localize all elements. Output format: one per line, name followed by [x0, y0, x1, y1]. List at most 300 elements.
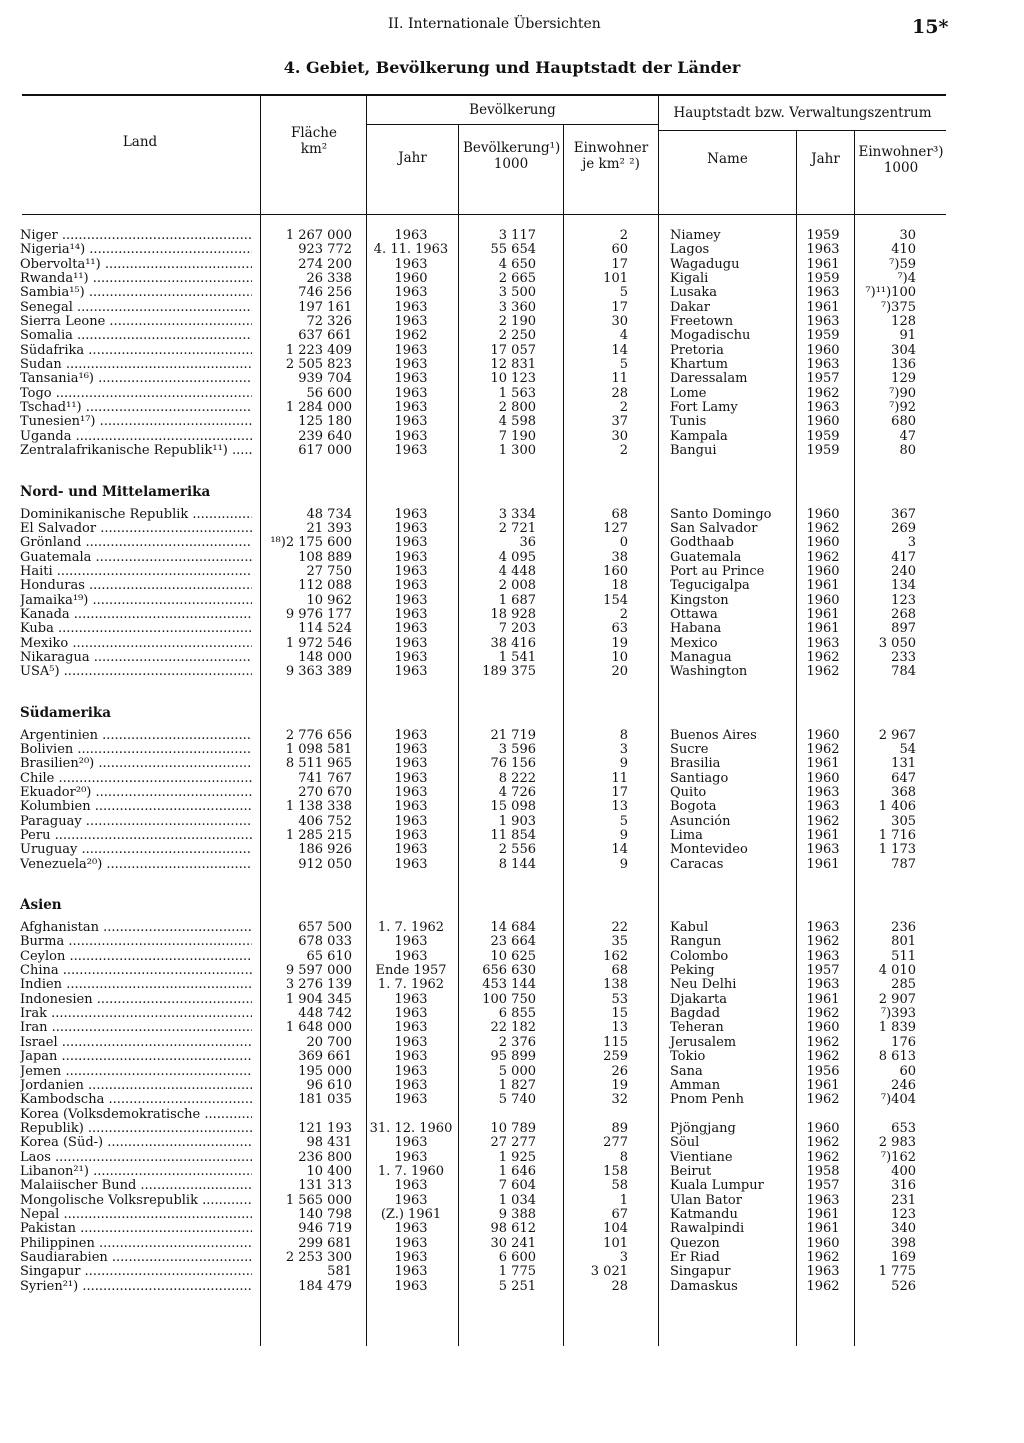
population-year: 1960: [394, 271, 428, 287]
population-year: 1963: [394, 1135, 428, 1151]
area-km2: 26 338: [306, 271, 352, 287]
population-1000: 27 277: [490, 1135, 536, 1151]
table-row: [0, 430, 1024, 444]
density-per-km2: 22: [611, 920, 628, 936]
population-year: (Z.) 1961: [380, 1206, 442, 1222]
capital-inhabitants-1000: 2 967: [878, 727, 916, 743]
capital-name: Bogota: [670, 799, 717, 815]
density-per-km2: 158: [603, 1163, 628, 1179]
capital-name: Kampala: [670, 428, 728, 444]
section-title: Südamerika: [20, 704, 111, 721]
capital-inhabitants-1000: 268: [891, 606, 916, 622]
capital-year: 1957: [806, 963, 840, 979]
capital-inhabitants-1000: 417: [891, 549, 916, 565]
capital-inhabitants-1000: 305: [891, 813, 916, 829]
col-header-flaeche: Fläche km²: [291, 125, 337, 157]
table-row: [0, 372, 1024, 386]
density-per-km2: 101: [603, 1235, 628, 1251]
capital-inhabitants-1000: 801: [891, 934, 916, 950]
capital-name: Jerusalem: [670, 1034, 737, 1050]
capital-name: Singapur: [670, 1264, 731, 1280]
density-per-km2: 3: [619, 1249, 628, 1265]
country-name: Laos .....: [20, 1151, 252, 1165]
density-per-km2: 8: [619, 1149, 628, 1165]
area-km2: 236 800: [298, 1149, 352, 1165]
capital-year: 1962: [806, 1249, 840, 1265]
capital-inhabitants-1000: 1 839: [878, 1020, 916, 1036]
population-1000: 1 925: [498, 1149, 536, 1165]
density-per-km2: 9: [619, 756, 628, 772]
population-1000: 12 831: [490, 357, 536, 373]
capital-year: 1962: [806, 385, 840, 401]
density-per-km2: 28: [611, 1278, 628, 1294]
capital-year: 1957: [806, 371, 840, 387]
area-km2: 48 734: [306, 506, 352, 522]
population-year: 1963: [394, 770, 428, 786]
density-per-km2: 3: [619, 741, 628, 757]
country-name: Grönland .....: [20, 536, 252, 550]
capital-name: Rawalpindi: [670, 1221, 745, 1237]
population-year: Ende 1957: [375, 963, 447, 979]
capital-year: 1960: [806, 592, 840, 608]
capital-year: 1961: [806, 828, 840, 844]
country-name: Tunesien¹⁷) .....: [20, 415, 252, 429]
population-1000: 1 034: [498, 1192, 536, 1208]
capital-name: Djakarta: [670, 991, 728, 1007]
top-rule: [22, 94, 946, 96]
capital-year: 1960: [806, 1235, 840, 1251]
capital-year: 1962: [806, 664, 840, 680]
capital-name: Colombo: [670, 948, 729, 964]
country-name: Nepal .....: [20, 1208, 252, 1222]
country-name: Somalia .....: [20, 329, 252, 343]
capital-inhabitants-1000: 54: [899, 741, 916, 757]
capital-inhabitants-1000: ⁷)92: [889, 400, 916, 416]
capital-inhabitants-1000: 123: [891, 592, 916, 608]
population-year: 1963: [394, 549, 428, 565]
density-per-km2: 38: [611, 549, 628, 565]
capital-inhabitants-1000: 3 050: [878, 635, 916, 651]
density-per-km2: 0: [619, 535, 628, 551]
country-name: Sierra Leone .....: [20, 315, 252, 329]
capital-year: 1963: [806, 1192, 840, 1208]
capital-year: 1963: [806, 948, 840, 964]
capital-year: 1962: [806, 813, 840, 829]
country-name: Kambodscha .....: [20, 1093, 252, 1107]
population-year: 1963: [394, 934, 428, 950]
population-1000: 4 095: [498, 549, 536, 565]
country-name: Uruguay .....: [20, 843, 252, 857]
area-km2: 27 750: [306, 563, 352, 579]
col-header-haupt-einwohner: Einwohner³) 1000: [858, 144, 944, 176]
country-name: Irak .....: [20, 1007, 252, 1021]
country-name: Ceylon .....: [20, 950, 252, 964]
capital-name: Brasilia: [670, 756, 721, 772]
population-year: 1963: [394, 1020, 428, 1036]
capital-inhabitants-1000: 784: [891, 664, 916, 680]
population-1000: 2 250: [498, 328, 536, 344]
country-name: Sudan .....: [20, 358, 252, 372]
area-km2: 678 033: [298, 934, 352, 950]
capital-inhabitants-1000: ⁷)59: [889, 256, 916, 272]
capital-inhabitants-1000: 340: [891, 1221, 916, 1237]
capital-name: Guatemala: [670, 549, 742, 565]
capital-year: 1962: [806, 520, 840, 536]
country-name: Senegal .....: [20, 301, 252, 315]
density-per-km2: 9: [619, 856, 628, 872]
area-km2: 3 276 139: [285, 977, 352, 993]
population-1000: 18 928: [490, 606, 536, 622]
population-year: 1963: [394, 1063, 428, 1079]
population-year: 1963: [394, 813, 428, 829]
capital-year: 1962: [806, 1034, 840, 1050]
table-row: [0, 935, 1024, 949]
area-km2: 125 180: [298, 414, 352, 430]
population-1000: 4 448: [498, 563, 536, 579]
population-1000: 23 664: [490, 934, 536, 950]
country-name: Jamaika¹⁹) .....: [20, 594, 252, 608]
capital-name: Habana: [670, 621, 722, 637]
capital-name: Vientiane: [670, 1149, 733, 1165]
country-name: Brasilien²⁰) .....: [20, 757, 252, 771]
capital-inhabitants-1000: 129: [891, 371, 916, 387]
col-header-name: Name: [707, 151, 748, 167]
population-1000: 22 182: [490, 1020, 536, 1036]
country-name: Saudiarabien .....: [20, 1251, 252, 1265]
table-row: [0, 444, 1024, 458]
density-per-km2: 58: [611, 1178, 628, 1194]
capital-inhabitants-1000: 787: [891, 856, 916, 872]
area-km2: 406 752: [298, 813, 352, 829]
section-heading: [0, 886, 1024, 921]
capital-inhabitants-1000: 285: [891, 977, 916, 993]
population-year: 1963: [394, 842, 428, 858]
capital-year: 1960: [806, 342, 840, 358]
density-per-km2: 18: [611, 578, 628, 594]
col-header-jahr: Jahr: [398, 150, 427, 166]
capital-inhabitants-1000: 128: [891, 314, 916, 330]
capital-inhabitants-1000: 236: [891, 920, 916, 936]
country-name: Südafrika .....: [20, 344, 252, 358]
capital-name: Peking: [670, 963, 715, 979]
capital-inhabitants-1000: 269: [891, 520, 916, 536]
table-row: [0, 1151, 1024, 1165]
capital-inhabitants-1000: 233: [891, 649, 916, 665]
capital-name: Godthaab: [670, 535, 734, 551]
population-1000: 1 300: [498, 443, 536, 459]
capital-year: 1961: [806, 621, 840, 637]
population-1000: 2 665: [498, 271, 536, 287]
table-row: [0, 651, 1024, 665]
capital-name: Rangun: [670, 934, 722, 950]
capital-year: 1963: [806, 357, 840, 373]
capital-year: 1961: [806, 856, 840, 872]
capital-year: 1962: [806, 1149, 840, 1165]
capital-name: Ulan Bator: [670, 1192, 742, 1208]
density-per-km2: 30: [611, 428, 628, 444]
density-per-km2: 101: [603, 271, 628, 287]
population-1000: 9 388: [498, 1206, 536, 1222]
population-year: 1963: [394, 1221, 428, 1237]
capital-inhabitants-1000: 3: [907, 535, 916, 551]
capital-inhabitants-1000: 246: [891, 1077, 916, 1093]
capital-year: 1961: [806, 578, 840, 594]
capital-inhabitants-1000: 169: [891, 1249, 916, 1265]
population-1000: 8 144: [498, 856, 536, 872]
table-row: [0, 565, 1024, 579]
area-km2: 239 640: [298, 428, 352, 444]
capital-year: 1957: [806, 1178, 840, 1194]
population-year: 1963: [394, 1092, 428, 1108]
capital-name: Pretoria: [670, 342, 724, 358]
population-year: 1963: [394, 1249, 428, 1265]
capital-year: 1960: [806, 770, 840, 786]
capital-name: Caracas: [670, 856, 724, 872]
population-year: 1963: [394, 621, 428, 637]
capital-name: Fort Lamy: [670, 400, 738, 416]
country-name: Libanon²¹) .....: [20, 1165, 252, 1179]
area-km2: 617 000: [298, 443, 352, 459]
capital-inhabitants-1000: 398: [891, 1235, 916, 1251]
area-km2: 21 393: [306, 520, 352, 536]
population-year: 1. 7. 1960: [377, 1163, 445, 1179]
country-name: Korea (Süd-) .....: [20, 1136, 252, 1150]
table-row: [0, 772, 1024, 786]
capital-name: Montevideo: [670, 842, 748, 858]
capital-name: Mexico: [670, 635, 718, 651]
table-row: [0, 608, 1024, 622]
population-year: 1963: [394, 799, 428, 815]
capital-name: Daressalam: [670, 371, 748, 387]
density-per-km2: 138: [603, 977, 628, 993]
area-km2: 112 088: [298, 578, 352, 594]
capital-name: Tunis: [670, 414, 707, 430]
area-km2: 1 972 546: [285, 635, 352, 651]
population-year: 1963: [394, 635, 428, 651]
population-year: 1963: [394, 1192, 428, 1208]
population-1000: 453 144: [482, 977, 536, 993]
density-per-km2: 5: [619, 813, 628, 829]
population-1000: 17 057: [490, 342, 536, 358]
capital-year: 1959: [806, 228, 840, 243]
area-km2: 2 253 300: [285, 1249, 352, 1265]
population-year: 1963: [394, 1034, 428, 1050]
country-name: Mongolische Volksrepublik .....: [20, 1194, 252, 1208]
area-km2: 939 704: [298, 371, 352, 387]
capital-year: 1962: [806, 741, 840, 757]
section-spacer: [0, 459, 1024, 473]
capital-name: Kabul: [670, 920, 709, 936]
capital-inhabitants-1000: 1 406: [878, 799, 916, 815]
population-year: 1963: [394, 991, 428, 1007]
population-year: 1963: [394, 371, 428, 387]
capital-inhabitants-1000: 400: [891, 1163, 916, 1179]
section-spacer: [0, 680, 1024, 694]
capital-name: Teheran: [670, 1020, 724, 1036]
col-header-hauptstadt-group: Hauptstadt bzw. Verwaltungszentrum: [673, 105, 932, 121]
country-name: El Salvador .....: [20, 522, 252, 536]
area-km2: 195 000: [298, 1063, 352, 1079]
capital-year: 1961: [806, 991, 840, 1007]
country-name: Indonesien .....: [20, 993, 252, 1007]
country-name: Obervolta¹¹) .....: [20, 258, 252, 272]
col-header-haupt-jahr: Jahr: [811, 151, 840, 167]
capital-name: Tokio: [670, 1049, 706, 1065]
area-km2: 299 681: [298, 1235, 352, 1251]
capital-name: Bangui: [670, 443, 717, 459]
capital-inhabitants-1000: 176: [891, 1034, 916, 1050]
population-year: 1963: [394, 428, 428, 444]
table-row: [0, 258, 1024, 272]
table-row: [0, 358, 1024, 372]
capital-inhabitants-1000: 134: [891, 578, 916, 594]
population-1000: 95 899: [490, 1049, 536, 1065]
capital-year: 1959: [806, 271, 840, 287]
capital-year: 1961: [806, 1206, 840, 1222]
population-1000: 5 000: [498, 1063, 536, 1079]
population-1000: 189 375: [482, 664, 536, 680]
country-name: Mexiko .....: [20, 637, 252, 651]
population-1000: 3 360: [498, 299, 536, 315]
table-row: [0, 993, 1024, 1007]
population-year: 1963: [394, 414, 428, 430]
density-per-km2: 32: [611, 1092, 628, 1108]
density-per-km2: 17: [611, 299, 628, 315]
density-per-km2: 30: [611, 314, 628, 330]
table-row: [0, 1237, 1024, 1251]
capital-name: Neu Delhi: [670, 977, 737, 993]
density-per-km2: 28: [611, 385, 628, 401]
population-year: 1963: [394, 1264, 428, 1280]
capital-year: 1962: [806, 1135, 840, 1151]
capital-name: Buenos Aires: [670, 727, 757, 743]
country-name: Dominikanische Republik .....: [20, 508, 252, 522]
table-row: [0, 1280, 1024, 1294]
col-header-land: Land: [122, 134, 158, 150]
density-per-km2: 2: [619, 606, 628, 622]
capital-inhabitants-1000: ⁷)393: [880, 1006, 916, 1022]
density-per-km2: 11: [611, 770, 628, 786]
capital-year: 1960: [806, 1020, 840, 1036]
capital-name: Lome: [670, 385, 707, 401]
capital-inhabitants-1000: 131: [891, 756, 916, 772]
capital-name: Santo Domingo: [670, 506, 772, 522]
population-1000: 1 775: [498, 1264, 536, 1280]
area-km2: ¹⁸)2 175 600: [270, 535, 352, 551]
density-per-km2: 2: [619, 400, 628, 416]
population-1000: 36: [519, 535, 536, 551]
table-row: [0, 1021, 1024, 1035]
population-1000: 2 721: [498, 520, 536, 536]
area-km2: 1 904 345: [285, 991, 352, 1007]
density-per-km2: 115: [603, 1034, 628, 1050]
table-row: [0, 921, 1024, 935]
population-1000: 4 598: [498, 414, 536, 430]
capital-name: Freetown: [670, 314, 734, 330]
density-per-km2: 154: [603, 592, 628, 608]
capital-inhabitants-1000: 60: [899, 1063, 916, 1079]
capital-name: Pnom Penh: [670, 1092, 745, 1108]
density-per-km2: 26: [611, 1063, 628, 1079]
country-name: Nigeria¹⁴) .....: [20, 243, 252, 257]
area-km2: 72 326: [306, 314, 352, 330]
capital-year: 1962: [806, 934, 840, 950]
country-name: Syrien²¹) .....: [20, 1280, 252, 1294]
area-km2: 184 479: [298, 1278, 352, 1294]
population-1000: 38 416: [490, 635, 536, 651]
capital-year: 1961: [806, 256, 840, 272]
area-km2: 912 050: [298, 856, 352, 872]
capital-inhabitants-1000: 367: [891, 506, 916, 522]
capital-year: 1963: [806, 799, 840, 815]
population-year: 1963: [394, 443, 428, 459]
col-header-bevoelkerung-group: Bevölkerung: [469, 102, 556, 118]
country-name: Sambia¹⁵) .....: [20, 286, 252, 300]
area-km2: 1 223 409: [285, 342, 352, 358]
population-year: 1963: [394, 314, 428, 330]
density-per-km2: 68: [611, 506, 628, 522]
country-name: Haiti .....: [20, 565, 252, 579]
capital-name: Beirut: [670, 1163, 712, 1179]
table-row: [0, 243, 1024, 257]
capital-inhabitants-1000: 4 010: [878, 963, 916, 979]
capital-year: 1961: [806, 299, 840, 315]
population-year: 1963: [394, 856, 428, 872]
population-year: 1963: [394, 578, 428, 594]
capital-name: Pjöngjang: [670, 1120, 736, 1136]
table-row: [0, 1122, 1024, 1136]
population-1000: 3 117: [498, 228, 536, 243]
country-name: Bolivien .....: [20, 743, 252, 757]
capital-inhabitants-1000: 526: [891, 1278, 916, 1294]
population-year: 1963: [394, 664, 428, 680]
population-year: 1963: [394, 948, 428, 964]
country-name: Rwanda¹¹) .....: [20, 272, 252, 286]
population-1000: 1 903: [498, 813, 536, 829]
table-row: [0, 301, 1024, 315]
table-title: 4. Gebiet, Bevölkerung und Hauptstadt der Länder: [283, 58, 741, 77]
table-row: [0, 229, 1024, 243]
country-name: Iran .....: [20, 1021, 252, 1035]
country-name: Honduras .....: [20, 579, 252, 593]
capital-name: Söul: [670, 1135, 700, 1151]
capital-name: Sana: [670, 1063, 703, 1079]
table-row: [0, 387, 1024, 401]
area-km2: 98 431: [306, 1135, 352, 1151]
table-row: [0, 843, 1024, 857]
table-row: [0, 1079, 1024, 1093]
density-per-km2: 10: [611, 649, 628, 665]
capital-inhabitants-1000: 1 775: [878, 1264, 916, 1280]
capital-inhabitants-1000: 410: [891, 242, 916, 258]
capital-year: 1961: [806, 756, 840, 772]
capital-year: 1960: [806, 563, 840, 579]
capital-name: Ottawa: [670, 606, 718, 622]
density-per-km2: 3 021: [590, 1264, 628, 1280]
country-name: Israel .....: [20, 1036, 252, 1050]
country-name: USA⁵) .....: [20, 665, 252, 679]
area-km2: 108 889: [298, 549, 352, 565]
population-year: 1963: [394, 520, 428, 536]
population-year: 1963: [394, 1178, 428, 1194]
table-row: [0, 978, 1024, 992]
population-year: 1963: [394, 1077, 428, 1093]
capital-year: 1963: [806, 314, 840, 330]
capital-year: 1961: [806, 606, 840, 622]
density-per-km2: 13: [611, 799, 628, 815]
population-1000: 2 800: [498, 400, 536, 416]
capital-inhabitants-1000: 2 907: [878, 991, 916, 1007]
